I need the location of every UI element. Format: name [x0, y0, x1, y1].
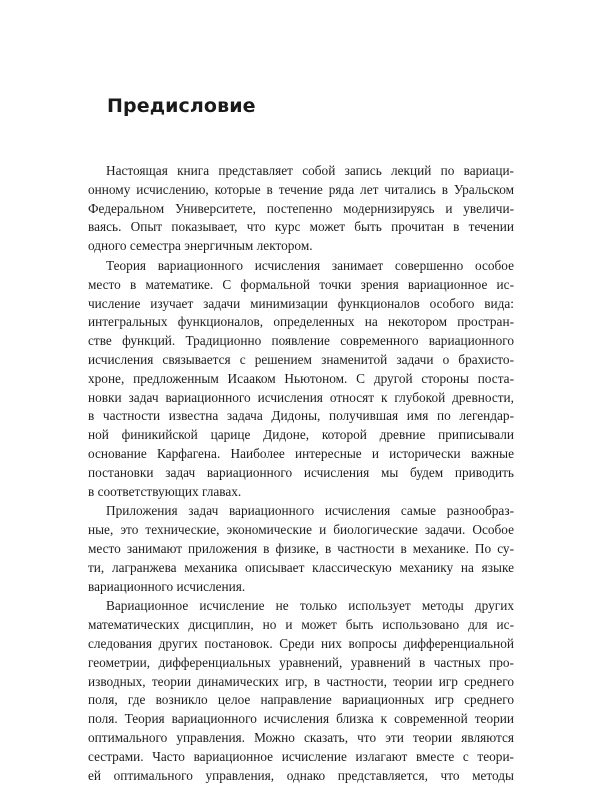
- text-line: место занимают приложения в физике, в частности в механике. По су-: [88, 540, 514, 559]
- text-line: Приложения задач вариационного исчисления самые разнообраз-: [88, 502, 514, 521]
- text-line: поля, где возникло целое направление вариационных игр среднего: [88, 691, 514, 710]
- text-line: оптимального управления. Можно сказать, что эти теории являются: [88, 729, 514, 748]
- text-line: в частности известна задача Дидоны, получившая имя по легендар-: [88, 407, 514, 426]
- text-line: ной финикийской царице Дидоне, которой древние приписывали: [88, 426, 514, 445]
- text-line: ти, лагранжева механика описывает классическую механику на языке: [88, 559, 514, 578]
- text-line: Теория вариационного исчисления занимает совершенно особое: [88, 257, 514, 276]
- text-line: следования других постановок. Среди них вопросы дифференциальной: [88, 635, 514, 654]
- text-line: математических дисциплин, но и может быть использовано для ис-: [88, 616, 514, 635]
- text-line: одного семестра энергичным лектором.: [88, 237, 514, 256]
- text-line: стве функций. Традиционно появление современного вариационного: [88, 332, 514, 351]
- text-line: поля. Теория вариационного исчисления близка к современной теории: [88, 710, 514, 729]
- text-line: ные, это технические, экономические и биологические задачи. Особое: [88, 521, 514, 540]
- text-line: постановки задач вариационного исчисления мы будем приводить: [88, 464, 514, 483]
- text-line: онному исчислению, которые в течение ряда лет читались в Уральском: [88, 181, 514, 200]
- text-line: Федеральном Университете, постепенно модернизируясь и увеличи-: [88, 200, 514, 219]
- text-line: исчисления связывается с решением знаменитой задачи о брахисто-: [88, 351, 514, 370]
- text-line: сестрами. Часто вариационное исчисление излагают вместе с теори-: [88, 748, 514, 767]
- text-line: новки задач вариационного исчисления относят к глубокой древности,: [88, 389, 514, 408]
- text-line: геометрии, дифференциальных уравнений, уравнений в частных про-: [88, 654, 514, 673]
- text-line: в соответствующих главах.: [88, 483, 514, 502]
- text-line: Вариационное исчисление не только использует методы других: [88, 597, 514, 616]
- text-line: числение изучает задачи минимизации функционалов особого вида:: [88, 295, 514, 314]
- text-line: Настоящая книга представляет собой запись лекций по вариаци-: [88, 162, 514, 181]
- text-line: основание Карфагена. Наиболее интересные и исторически важные: [88, 445, 514, 464]
- text-line: ваясь. Опыт показывает, что курс может быть прочитан в течении: [88, 218, 514, 237]
- preface-body: [88, 162, 514, 785]
- text-line: ей оптимального управления, однако представляется, что методы: [88, 767, 514, 785]
- chapter-heading: Предисловие: [107, 95, 256, 117]
- text-line: место в математике. С формальной точки зрения вариационное ис-: [88, 276, 514, 295]
- text-line: вариационного исчисления.: [88, 578, 514, 597]
- text-line: интегральных функционалов, определенных на некотором простран-: [88, 313, 514, 332]
- text-line: хроне, предложенным Исааком Ньютоном. С другой стороны поста-: [88, 370, 514, 389]
- text-line: изводных, теории динамических игр, в частности, теории игр среднего: [88, 673, 514, 692]
